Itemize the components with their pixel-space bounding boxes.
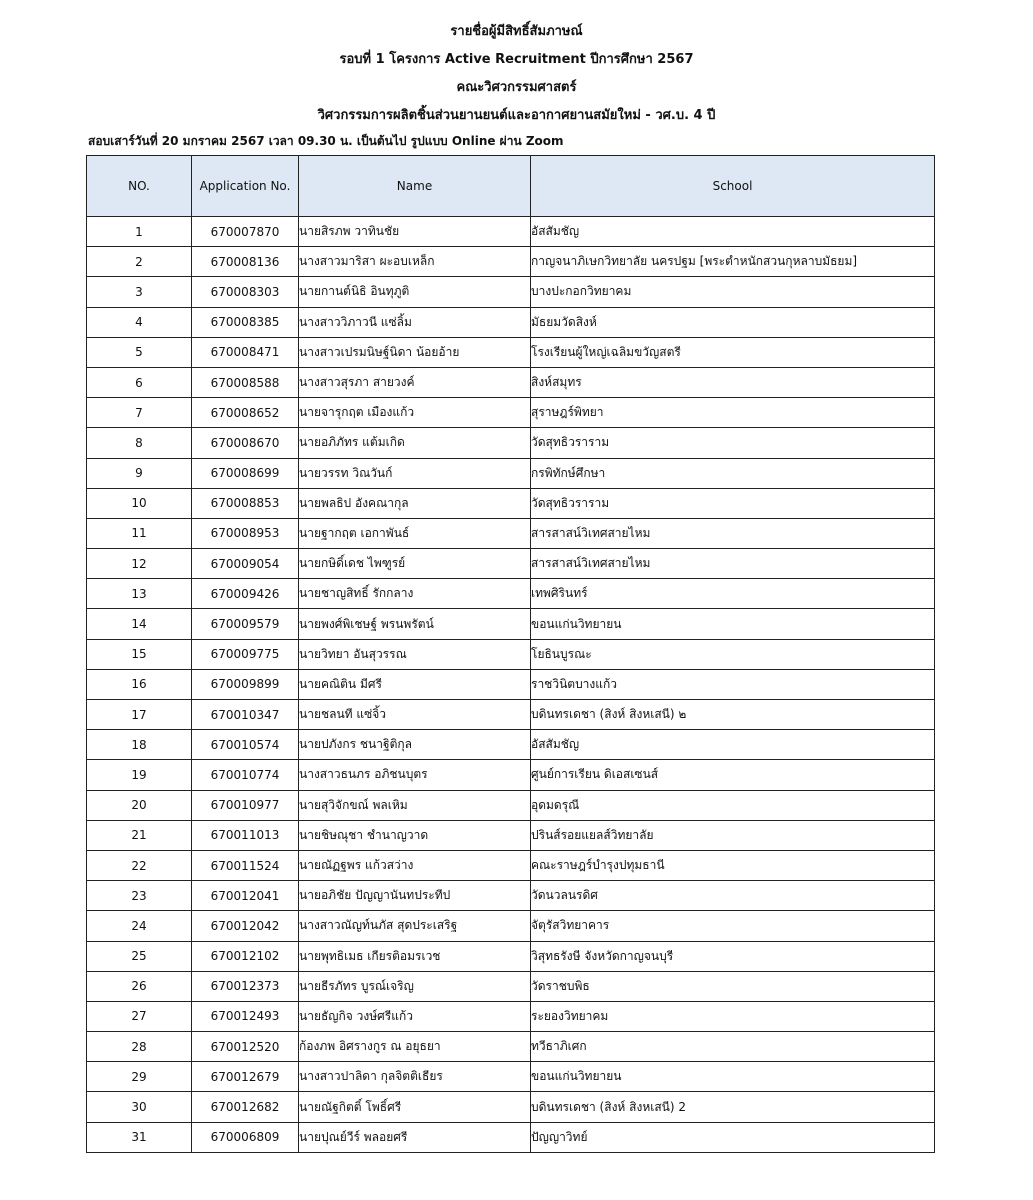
cell-name: นายสิรภพ วาทินชัย <box>299 217 531 247</box>
document-title: รายชื่อผู้มีสิทธิ์สัมภาษณ์ <box>450 24 583 39</box>
cell-application-no: 670008670 <box>192 428 299 458</box>
cell-name: นายชลนที แซ่จิ้ว <box>299 700 531 730</box>
cell-school: ปัญญาวิทย์ <box>531 1122 935 1152</box>
table-row <box>87 277 935 307</box>
column-header-name: Name <box>299 156 531 217</box>
table-row <box>87 760 935 790</box>
cell-no: 13 <box>87 579 192 609</box>
table-row <box>87 247 935 277</box>
cell-school: วิสุทธรังษี จังหวัดกาญจนบุรี <box>531 941 935 971</box>
cell-application-no: 670012042 <box>192 911 299 941</box>
cell-no: 24 <box>87 911 192 941</box>
column-header-application-no: Application No. <box>192 156 299 217</box>
table-row <box>87 730 935 760</box>
cell-school: โรงเรียนผู้ใหญ่เฉลิมขวัญสตรี <box>531 337 935 367</box>
cell-name: นายปภังกร ชนาฐิติกุล <box>299 730 531 760</box>
cell-name: ก้องภพ อิศรางกูร ณ อยุธยา <box>299 1032 531 1062</box>
cell-application-no: 670012682 <box>192 1092 299 1122</box>
cell-school: ระยองวิทยาคม <box>531 1001 935 1031</box>
cell-no: 4 <box>87 307 192 337</box>
cell-school: ราชวินิตบางแก้ว <box>531 669 935 699</box>
table-row <box>87 820 935 850</box>
cell-name: นายธัญกิจ วงษ์ศรีแก้ว <box>299 1001 531 1031</box>
cell-school: บดินทรเดชา (สิงห์ สิงหเสนี) ๒ <box>531 700 935 730</box>
cell-application-no: 670008699 <box>192 458 299 488</box>
cell-application-no: 670009579 <box>192 609 299 639</box>
major-title: วิศวกรรมการผลิตชิ้นส่วนยานยนต์และอากาศยานสมัยใหม่ - วศ.บ. 4 ปี <box>317 108 716 123</box>
cell-application-no: 670010347 <box>192 700 299 730</box>
cell-school: บดินทรเดชา (สิงห์ สิงหเสนี) 2 <box>531 1092 935 1122</box>
document-header <box>0 18 1033 130</box>
table-row <box>87 398 935 428</box>
cell-application-no: 670011013 <box>192 820 299 850</box>
table-row <box>87 307 935 337</box>
cell-no: 7 <box>87 398 192 428</box>
program-round-title: รอบที่ 1 โครงการ Active Recruitment ปีการศึกษา 2567 <box>339 52 694 67</box>
cell-name: นายวิทยา อันสุวรรณ <box>299 639 531 669</box>
table-row <box>87 1062 935 1092</box>
cell-name: นางสาวธนภร อภิชนบุตร <box>299 760 531 790</box>
cell-application-no: 670010774 <box>192 760 299 790</box>
cell-school: ปรินส์รอยแยลส์วิทยาลัย <box>531 820 935 850</box>
cell-no: 11 <box>87 518 192 548</box>
cell-school: ศูนย์การเรียน ดิเอสเซนส์ <box>531 760 935 790</box>
cell-no: 22 <box>87 850 192 880</box>
cell-school: วัดสุทธิวราราม <box>531 428 935 458</box>
cell-name: นายพงศ์พิเชษฐ์ พรนพรัตน์ <box>299 609 531 639</box>
column-header-school: School <box>531 156 935 217</box>
cell-application-no: 670009775 <box>192 639 299 669</box>
cell-school: อุดมดรุณี <box>531 790 935 820</box>
cell-school: วัดราชบพิธ <box>531 971 935 1001</box>
cell-application-no: 670008588 <box>192 367 299 397</box>
table-row <box>87 790 935 820</box>
table-row <box>87 881 935 911</box>
cell-name: นายพุทธิเมธ เกียรติอมรเวช <box>299 941 531 971</box>
cell-school: ขอนแก่นวิทยายน <box>531 609 935 639</box>
cell-school: บางปะกอกวิทยาคม <box>531 277 935 307</box>
table-row <box>87 941 935 971</box>
cell-name: นายกานต์นิธิ อินทุภูติ <box>299 277 531 307</box>
table-row <box>87 1001 935 1031</box>
faculty-title: คณะวิศวกรรมศาสตร์ <box>456 80 577 95</box>
table-row <box>87 971 935 1001</box>
table-row <box>87 579 935 609</box>
cell-name: นายฐากฤต เอกาพันธ์ <box>299 518 531 548</box>
cell-name: นายกษิดิ์เดช ไพฑูรย์ <box>299 549 531 579</box>
cell-name: นายอภิภัทร แต้มเกิด <box>299 428 531 458</box>
cell-application-no: 670012679 <box>192 1062 299 1092</box>
cell-application-no: 670012102 <box>192 941 299 971</box>
table-row <box>87 669 935 699</box>
cell-school: สารสาสน์วิเทศสายไหม <box>531 518 935 548</box>
cell-application-no: 670009899 <box>192 669 299 699</box>
cell-no: 25 <box>87 941 192 971</box>
cell-no: 15 <box>87 639 192 669</box>
cell-application-no: 670011524 <box>192 850 299 880</box>
table-row <box>87 700 935 730</box>
cell-school: โยธินบูรณะ <box>531 639 935 669</box>
cell-name: นางสาวมาริสา ผะอบเหล็ก <box>299 247 531 277</box>
table-body <box>87 217 935 1153</box>
cell-application-no: 670008385 <box>192 307 299 337</box>
table-row <box>87 428 935 458</box>
cell-no: 5 <box>87 337 192 367</box>
cell-school: ขอนแก่นวิทยายน <box>531 1062 935 1092</box>
cell-name: นายณัฐกิตติ์ โพธิ์ศรี <box>299 1092 531 1122</box>
cell-application-no: 670008652 <box>192 398 299 428</box>
cell-name: นายพลธิป อังคณากุล <box>299 488 531 518</box>
cell-application-no: 670012493 <box>192 1001 299 1031</box>
cell-application-no: 670008136 <box>192 247 299 277</box>
cell-application-no: 670012373 <box>192 971 299 1001</box>
cell-application-no: 670009426 <box>192 579 299 609</box>
cell-no: 20 <box>87 790 192 820</box>
cell-application-no: 670007870 <box>192 217 299 247</box>
table-row <box>87 217 935 247</box>
cell-no: 3 <box>87 277 192 307</box>
cell-no: 21 <box>87 820 192 850</box>
table-row <box>87 1122 935 1152</box>
cell-application-no: 670012520 <box>192 1032 299 1062</box>
cell-school: สิงห์สมุทร <box>531 367 935 397</box>
table-row <box>87 337 935 367</box>
table-row <box>87 549 935 579</box>
cell-application-no: 670008303 <box>192 277 299 307</box>
cell-no: 23 <box>87 881 192 911</box>
cell-application-no: 670009054 <box>192 549 299 579</box>
cell-no: 1 <box>87 217 192 247</box>
exam-schedule-info: สอบเสาร์วันที่ 20 มกราคม 2567 เวลา 09.30 น. เป็นต้นไป รูปแบบ Online ผ่าน Zoom <box>88 134 564 148</box>
cell-no: 30 <box>87 1092 192 1122</box>
cell-no: 14 <box>87 609 192 639</box>
cell-no: 29 <box>87 1062 192 1092</box>
cell-school: กรพิทักษ์ศึกษา <box>531 458 935 488</box>
cell-name: นายสุวิจักขณ์ พลเหิม <box>299 790 531 820</box>
table-row <box>87 367 935 397</box>
cell-name: นายปุณย์วีร์ พลอยศรี <box>299 1122 531 1152</box>
cell-name: นายณัฏฐพร แก้วสว่าง <box>299 850 531 880</box>
cell-no: 8 <box>87 428 192 458</box>
cell-no: 19 <box>87 760 192 790</box>
table-row <box>87 850 935 880</box>
cell-school: วัดสุทธิวราราม <box>531 488 935 518</box>
cell-school: อัสสัมชัญ <box>531 217 935 247</box>
cell-school: มัธยมวัดสิงห์ <box>531 307 935 337</box>
cell-no: 9 <box>87 458 192 488</box>
cell-name: นางสาววิภาวนี แซ่ลิ้ม <box>299 307 531 337</box>
cell-no: 18 <box>87 730 192 760</box>
cell-application-no: 670008953 <box>192 518 299 548</box>
cell-no: 10 <box>87 488 192 518</box>
column-header-no: NO. <box>87 156 192 217</box>
table-row <box>87 911 935 941</box>
cell-application-no: 670010574 <box>192 730 299 760</box>
cell-application-no: 670010977 <box>192 790 299 820</box>
table-row <box>87 1092 935 1122</box>
table-row <box>87 609 935 639</box>
cell-name: นายคณิติน มีศรี <box>299 669 531 699</box>
cell-name: นายจารุกฤต เมืองแก้ว <box>299 398 531 428</box>
cell-application-no: 670008853 <box>192 488 299 518</box>
cell-name: นายอภิชัย ปัญญานันทประทีป <box>299 881 531 911</box>
table-row <box>87 1032 935 1062</box>
cell-name: นายวรรท วิณวันก์ <box>299 458 531 488</box>
cell-name: นางสาวปาลิดา กุลจิตติเธียร <box>299 1062 531 1092</box>
cell-school: ทวีธาภิเศก <box>531 1032 935 1062</box>
cell-school: คณะราษฎร์บำรุงปทุมธานี <box>531 850 935 880</box>
cell-school: สุราษฎร์พิทยา <box>531 398 935 428</box>
cell-school: อัสสัมชัญ <box>531 730 935 760</box>
cell-school: เทพศิรินทร์ <box>531 579 935 609</box>
cell-name: นางสาวเปรมนิษฐ์นิดา น้อยอ้าย <box>299 337 531 367</box>
cell-no: 16 <box>87 669 192 699</box>
table-row <box>87 639 935 669</box>
cell-no: 12 <box>87 549 192 579</box>
table-row <box>87 458 935 488</box>
interview-roster-table <box>86 155 935 1153</box>
cell-application-no: 670012041 <box>192 881 299 911</box>
cell-name: นายธีรภัทร บูรณ์เจริญ <box>299 971 531 1001</box>
cell-no: 2 <box>87 247 192 277</box>
cell-no: 26 <box>87 971 192 1001</box>
cell-application-no: 670006809 <box>192 1122 299 1152</box>
cell-no: 27 <box>87 1001 192 1031</box>
cell-application-no: 670008471 <box>192 337 299 367</box>
cell-name: นางสาวสุรภา สายวงค์ <box>299 367 531 397</box>
cell-name: นายชาญสิทธิ์ รักกลาง <box>299 579 531 609</box>
cell-no: 6 <box>87 367 192 397</box>
cell-school: กาญจนาภิเษกวิทยาลัย นครปฐม [พระตำหนักสวนกุหลาบมัธยม] <box>531 247 935 277</box>
cell-no: 31 <box>87 1122 192 1152</box>
cell-name: นางสาวณัญท์นภัส สุดประเสริฐ <box>299 911 531 941</box>
cell-no: 17 <box>87 700 192 730</box>
cell-school: วัดนวลนรดิศ <box>531 881 935 911</box>
cell-name: นายชิษณุชา ชำนาญวาด <box>299 820 531 850</box>
table-row <box>87 488 935 518</box>
cell-school: สารสาสน์วิเทศสายไหม <box>531 549 935 579</box>
cell-school: จัตุรัสวิทยาคาร <box>531 911 935 941</box>
table-header-row <box>87 156 935 217</box>
cell-no: 28 <box>87 1032 192 1062</box>
table-row <box>87 518 935 548</box>
